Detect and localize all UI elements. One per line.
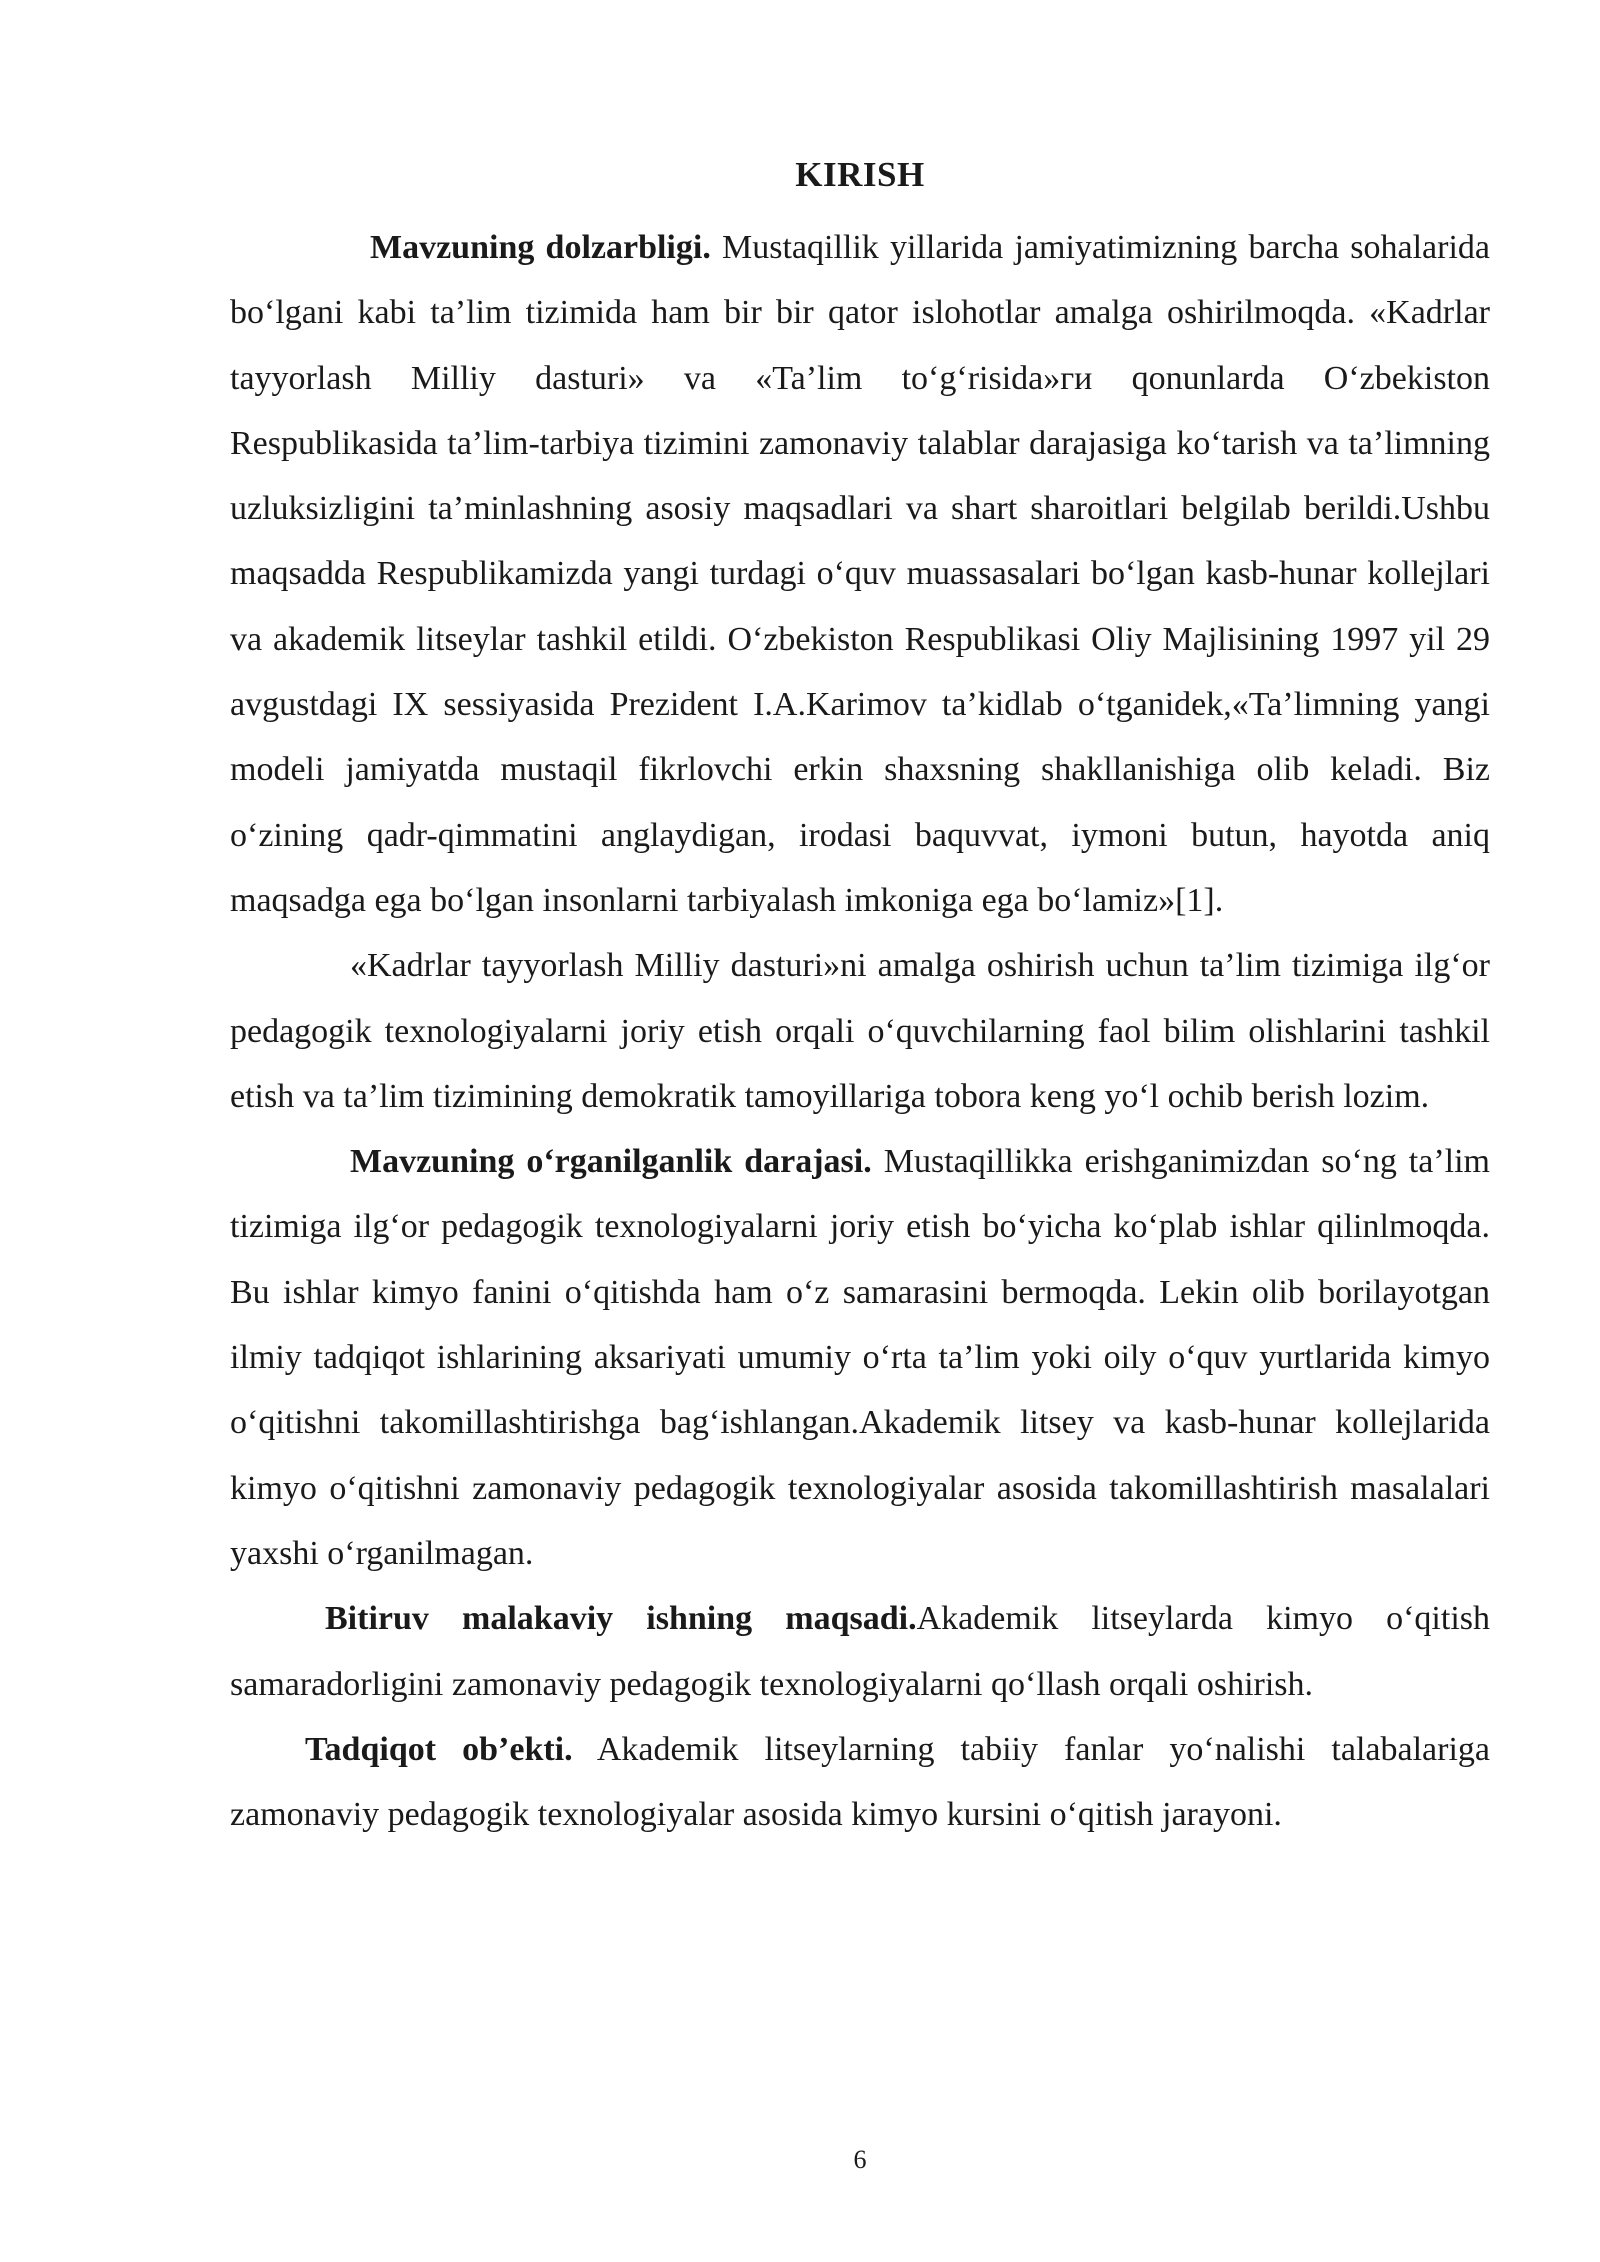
paragraph-purpose-text: Akademik litseylarda kimyo o‘qitish samaradorligini zamonaviy pedagogik texnologiyalarni qo‘llash orqali oshirish.	[230, 1600, 1490, 1703]
paragraph-research-object-text: Akademik litseylarning tabiiy fanlar yo‘nalishi talabalariga zamonaviy pedagogik texnologiyalar asosida kimyo kursini o‘qitish jarayoni.	[230, 1730, 1490, 1834]
paragraph-purpose	[230, 1586, 1490, 1717]
document-page	[230, 150, 1490, 1847]
heading-relevance: Mavzuning dolzarbligi.	[370, 229, 711, 266]
heading-research-object: Tadqiqot ob’ekti.	[305, 1730, 573, 1768]
paragraph-study-degree-text: Mustaqillikka erishganimizdan so‘ng ta’lim tizimiga ilg‘or pedagogik texnologiyalarni joriy etish bo‘yicha ko‘plab ishlar qilinlmoqda. Bu ishlar kimyo fanini o‘qitishda ham o‘z samarasini bermoqda. Lekin olib borilayotgan ilmiy tadqiqot ishlarining aksariyati umumiy o‘rta ta’lim yoki oily o‘quv yurtlarida kimyo o‘qitishni takomillashtirishga bag‘ishlangan.Akademik litsey va kasb-hunar kollejlarida kimyo o‘qitishni zamonaviy pedagogik texnologiyalar asosida takomillashtirish masalalari yaxshi o‘rganilmagan.	[230, 1143, 1490, 1572]
paragraph-relevance	[230, 215, 1490, 933]
paragraph-research-object	[230, 1717, 1490, 1848]
paragraph-relevance-text: Mustaqillik yillarida jamiyatimizning barcha sohalarida bo‘lgani kabi ta’lim tizimida ham bir bir qator islohotlar amalga oshirilmoqda. «Kadrlar tayyorlash Milliy dasturi» va «Ta’lim to‘g‘risida»ги qonunlarda O‘zbekiston Respublikasida ta’lim-tarbiya tizimini zamonaviy talablar darajasiga ko‘tarish va ta’limning uzluksizligini ta’minlashning asosiy maqsadlari va shart sharoitlari belgilab berildi.Ushbu maqsadda Respublikamizda yangi turdagi o‘quv muassasalari bo‘lgan kasb-hunar kollejlari va akademik litseylar tashkil etildi. O‘zbekiston Respublikasi Oliy Majlisining 1997 yil 29 avgustdagi IX sessiyasida Prezident I.A.Karimov ta’kidlab o‘tganidek,«Ta’limning yangi modeli jamiyatda mustaqil fikrlovchi erkin shaxsning shakllanishiga olib keladi. Biz o‘zining qadr-qimmatini anglaydigan, irodasi baquvvat, iymoni butun, hayotda aniq maqsadga ega bo‘lgan insonlarni tarbiyalash imkoniga ega bo‘lamiz»[1].	[230, 229, 1490, 919]
heading-study-degree: Mavzuning o‘rganilganlik darajasi.	[350, 1143, 872, 1181]
paragraph-study-degree	[230, 1129, 1490, 1586]
heading-purpose: Bitiruv malakaviy ishning maqsadi.	[325, 1600, 917, 1638]
paragraph-national-program-text: «Kadrlar tayyorlash Milliy dasturi»ni amalga oshirish uchun ta’lim tizimiga ilg‘or pedagogik texnologiyalarni joriy etish orqali o‘quvchilarning faol bilim olishlarini tashkil etish va ta’lim tizimining demokratik tamoyillariga tobora keng yo‘l ochib berish lozim.	[230, 947, 1490, 1115]
page-number: 6	[853, 2145, 867, 2174]
document-title: KIRISH	[795, 155, 925, 194]
paragraph-national-program	[230, 933, 1490, 1129]
